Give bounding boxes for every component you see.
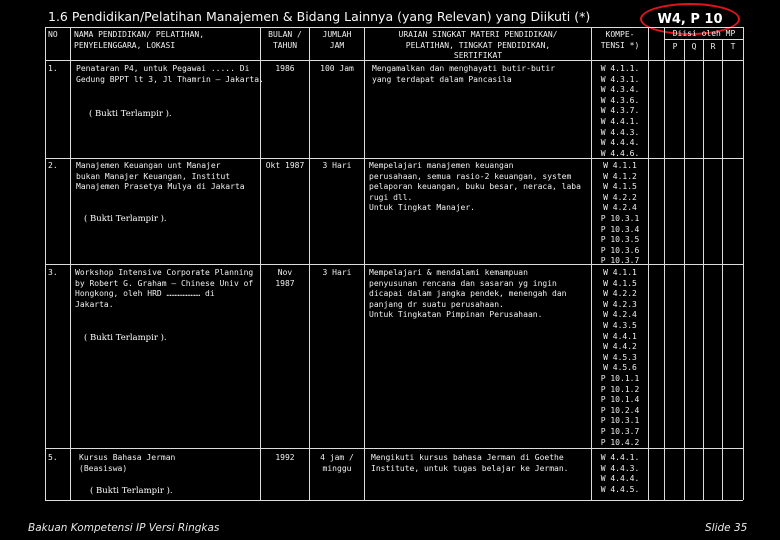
kompetensi-code: W 4.4.3. [600, 127, 640, 137]
header-diisi-mp: Diisi oleh MP [672, 29, 736, 38]
kompetensi-list [594, 161, 646, 267]
kompetensi-code: W 4.2.4 [603, 203, 637, 213]
col-line [309, 27, 310, 500]
row-nama: Penataran P4, untuk Pegawai ..... Di Gedung BPPT lt 3, Jl Thamrin – Jakarta. [76, 64, 264, 84]
kompetensi-code: W 4.1.1. [600, 64, 640, 73]
kompetensi-code: W 4.3.5 [603, 320, 637, 330]
kompetensi-code: W 4.4.1. [600, 116, 640, 126]
kompetensi-code: P 10.3.4 [600, 224, 640, 234]
row-no: 5. [48, 453, 58, 462]
kompetensi-code: W 4.3.1. [600, 74, 640, 84]
row-no: 3. [48, 268, 58, 277]
bukti-terlampir-link[interactable]: ( Bukti Terlampir ). [84, 333, 167, 343]
row-uraian: Mengamalkan dan menghayati butir-butir yang terdapat dalam Pancasila [372, 64, 556, 84]
kompetensi-code: W 4.3.7. [600, 106, 640, 116]
row-nama: Manajemen Keuangan unt Manajer bukan Manajer Keuangan, Institut Manajemen Prasetya Mulya di Jakarta [76, 161, 245, 191]
kompetensi-list [594, 64, 646, 159]
kompetensi-code: W 4.4.4. [600, 474, 640, 484]
bukti-terlampir-link[interactable]: ( Bukti Terlampir ). [89, 109, 172, 119]
row-nama: Kursus Bahasa Jerman (Beasiswa) [79, 453, 176, 473]
col-line [364, 27, 365, 500]
kompetensi-code: W 4.1.5 [603, 182, 637, 192]
col-line [591, 27, 592, 500]
kompetensi-code: P 10.2.4 [600, 405, 640, 415]
col-line [722, 39, 723, 500]
kompetensi-code: W 4.4.1. [600, 453, 640, 462]
col-line [684, 39, 685, 500]
kompetensi-code: W 4.2.3 [603, 299, 637, 309]
kompetensi-code: W 4.1.1 [603, 268, 637, 277]
kompetensi-code: W 4.4.4. [600, 138, 640, 148]
kompetensi-code: W 4.4.2 [603, 342, 637, 352]
kompetensi-code: P 10.3.7 [600, 426, 640, 436]
header-p: P [672, 42, 678, 51]
kompetensi-code: W 4.1.1 [603, 161, 637, 170]
col-line [260, 27, 261, 500]
row-uraian: Mempelajari manajemen keuangan perusahaan, semua rasio-2 keuangan, system pelaporan keuangan, buku besar, neraca, laba rugi dll. Untuk Tingkat Manajer. [369, 161, 581, 212]
kompetensi-code: P 10.4.2 [600, 437, 640, 447]
code-badge: W4, P 10 [640, 3, 740, 35]
kompetensi-code: W 4.2.4 [603, 310, 637, 320]
kompetensi-code: W 4.5.6 [603, 363, 637, 373]
kompetensi-code: W 4.5.3 [603, 352, 637, 362]
kompetensi-code: P 10.3.1 [600, 416, 640, 426]
row-jam: 3 Hari [322, 161, 352, 170]
kompetensi-code: P 10.1.2 [600, 384, 640, 394]
col-line [664, 27, 665, 500]
col-line [743, 27, 744, 500]
row-no: 2. [48, 161, 58, 170]
header-jumlah: JUMLAH JAM [322, 30, 352, 50]
header-q: Q [691, 42, 697, 51]
bukti-terlampir-link[interactable]: ( Bukti Terlampir ). [90, 486, 173, 496]
kompetensi-code: W 4.4.6. [600, 148, 640, 158]
row-uraian: Mengikuti kursus bahasa Jerman di Goethe Institute, untuk tugas belajar ke Jerman. [371, 453, 569, 473]
header-bulan: BULAN / TAHUN [268, 30, 302, 50]
col-line [70, 27, 71, 500]
header-nama: NAMA PENDIDIKAN/ PELATIHAN, PENYELENGGARA, LOKASI [74, 30, 205, 50]
row-uraian: Mempelajari & mendalami kemampuan penyusunan rencana dan sasaran yg ingin dicapai dalam jangka pendek, menengah dan panjang dr suatu perusahaan. Untuk Tingkatan Pimpinan Perusahaan. [369, 268, 567, 319]
col-line [45, 27, 46, 500]
slide-title: 1.6 Pendidikan/Pelatihan Manajemen & Bidang Lainnya (yang Relevan) yang Diikuti (*) [48, 9, 591, 24]
kompetensi-code: P 10.3.5 [600, 235, 640, 245]
kompetensi-code: P 10.3.6 [600, 245, 640, 255]
col-line [648, 27, 649, 500]
row-no: 1. [48, 64, 58, 73]
bukti-terlampir-link[interactable]: ( Bukti Terlampir ). [84, 214, 167, 224]
header-r: R [710, 42, 716, 51]
kompetensi-code: P 10.3.1 [600, 213, 640, 223]
kompetensi-code: W 4.2.2 [603, 289, 637, 299]
row-divider [45, 448, 743, 449]
kompetensi-code: W 4.3.4. [600, 85, 640, 95]
row-bulan: 1992 [275, 453, 295, 462]
header-uraian: URAIAN SINGKAT MATERI PENDIDIKAN/ PELATIHAN, TINGKAT PENDIDIKAN, SERTIFIKAT [398, 30, 558, 60]
kompetensi-code: W 4.4.3. [600, 463, 640, 473]
kompetensi-code: P 10.1.1 [600, 373, 640, 383]
kompetensi-list [594, 453, 646, 495]
row-jam: 3 Hari [322, 268, 352, 277]
kompetensi-code: W 4.1.2 [603, 171, 637, 181]
kompetensi-code: W 4.4.5. [600, 484, 640, 494]
row-jam: 100 Jam [320, 64, 354, 73]
kompetensi-code: P 10.3.7 [600, 256, 640, 266]
header-t: T [730, 42, 736, 51]
row-bulan: Nov 1987 [275, 268, 295, 288]
kompetensi-code: W 4.4.1 [603, 331, 637, 341]
slide-number: Slide 35 [705, 522, 748, 534]
kompetensi-code: W 4.1.5 [603, 278, 637, 288]
row-jam: 4 jam / minggu [320, 453, 354, 473]
kompetensi-code: P 10.1.4 [600, 395, 640, 405]
table-top-border [45, 27, 743, 28]
kompetensi-code: W 4.3.6. [600, 95, 640, 105]
row-bulan: 1986 [275, 64, 295, 73]
col-line [703, 39, 704, 500]
header-kompetensi: KOMPE- TENSI *) [600, 30, 640, 50]
kompetensi-list [594, 268, 646, 448]
row-nama: Workshop Intensive Corporate Planning by Robert G. Graham – Chinese Univ of Hongkong, oleh HRD ………………… di Jakarta. [75, 268, 254, 309]
table-bottom-border [45, 500, 743, 501]
row-bulan: Okt 1987 [265, 161, 305, 170]
kompetensi-code: W 4.2.2 [603, 192, 637, 202]
header-no: NO [48, 30, 58, 39]
footer-doc-name: Bakuan Kompetensi IP Versi Ringkas [28, 522, 220, 534]
